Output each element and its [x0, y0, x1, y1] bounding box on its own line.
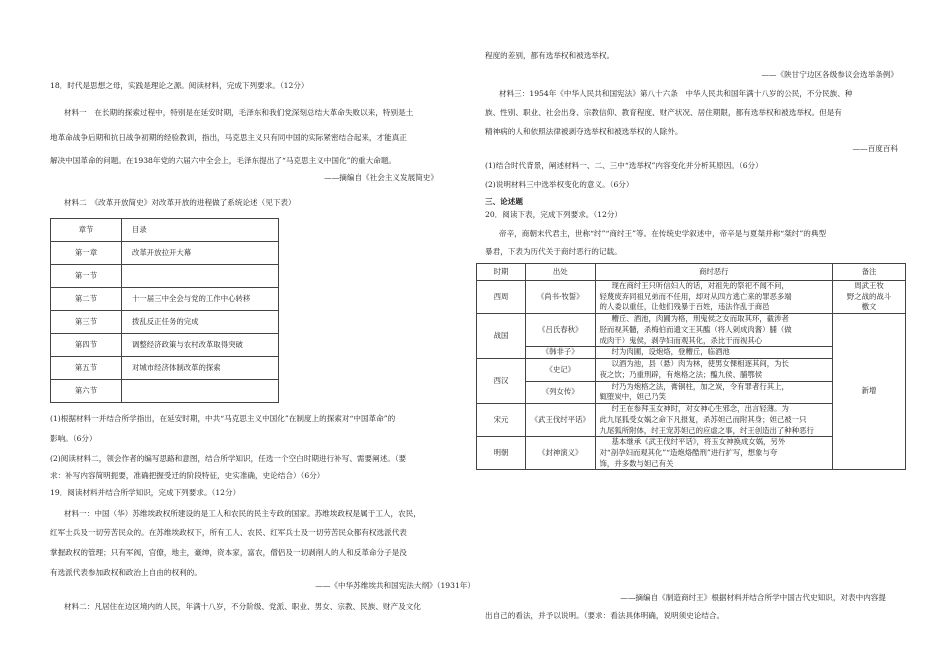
- deeds-cell: [595, 437, 832, 470]
- header-note: 备注: [833, 264, 906, 281]
- deeds-cell: [595, 347, 832, 359]
- contents-cell: [122, 265, 279, 288]
- period-cell: 西汉: [477, 359, 526, 404]
- contents-cell: 十一届三中全会与党的工作中心转移: [122, 288, 279, 311]
- table-row: [51, 311, 279, 334]
- deeds-line: 辄堕炭中，妲己乃笑: [599, 392, 667, 402]
- table-row: [51, 380, 279, 403]
- q19-material2-source: ——《陕甘宁边区各级参议会选举条例》: [761, 70, 898, 79]
- deeds-line: 纣王在参拜玉女神时，对女神心生邪念，出言轻薄。为: [611, 404, 789, 414]
- source-cell: 《史记》: [525, 359, 595, 381]
- deeds-cell: [595, 281, 832, 314]
- q20-question: 出自己的看法，并予以说明。（要求：看法具体明确，说明须史论结合。: [485, 611, 725, 620]
- deeds-line: 纣为肉圃，设炮烙，登糟丘，临酒池: [611, 347, 730, 357]
- deeds-line: 对“剖孕妇而观其化”“造炮烙酷刑”进行扩写，想象与夸: [599, 448, 778, 458]
- table-row: [51, 357, 279, 380]
- q19-material3-line: 族、性别、职业、社会出身、宗教信仰、教育程度、财产状况、居住期限，都有选举权和被选举权。但是有: [485, 108, 842, 117]
- shang-zhou-deeds-table: [476, 263, 906, 470]
- q18-material1-line: 解决中国革命的问题。在1938年党的六届六中全会上，毛泽东提出了“马克思主义中国化”的重大命题。: [50, 156, 397, 165]
- header-period: 时期: [477, 264, 526, 281]
- q19-material2-line: 材料二：凡居住在边区境内的人民，年满十八岁，不分阶级、党派、职业、男女、宗教、民族、财产及文化: [64, 602, 421, 611]
- deeds-line: 九尾狐所附体，纣王宠苏妲己的应虚之事，纣王创造出了种种恶行: [599, 425, 814, 435]
- q19-material1-line: 红军士兵及一切劳苦民众的。在苏维埃政权下，所有工人、农民、红军兵士及一切劳苦民众都有权选派代表: [50, 528, 407, 537]
- source-cell: 《尚书·牧誓》: [525, 281, 595, 314]
- q19-material2-line: 程度的差别，都有选举权和被选举权。: [485, 51, 615, 60]
- q20-intro-line: 暴君，下表为历代关于商纣恶行的记载。: [485, 247, 622, 256]
- table-header-row: [51, 219, 279, 242]
- deeds-line: 的人委以重任，让他们残暴于百姓，违法作乱于商邑: [599, 302, 770, 312]
- source-cell: 《吕氏春秋》: [525, 314, 595, 347]
- source-cell: 《韩非子》: [525, 347, 595, 359]
- q18-question2-line: (2)阅读材料二，领会作者的编写思路和意图，结合所学知识，任选一个空白时期进行补写、需要阐述。（要: [50, 454, 407, 463]
- q18-material1-line: 地革命战争后期和抗日战争初期的经验教训，指出，马克思主义只有同中国的实际紧密结合起来，才能真正: [50, 133, 407, 142]
- deeds-line: 饰，并多数与妲己有关: [599, 458, 674, 468]
- q19-stem: 19．阅读材料并结合所学知识，完成下列要求。（12分）: [50, 488, 241, 497]
- table-row: [51, 265, 279, 288]
- q19-material1-line: 掌握政权的管理；只有军阀，官僚，地主，豪绅，资本家，富农，僧侣及一切剥削人的人和反革命分子是没: [50, 548, 407, 557]
- contents-cell: 目录: [122, 219, 279, 242]
- chapter-cell: 第二节: [51, 288, 122, 311]
- note-line: 野之战的战斗: [846, 291, 892, 301]
- deeds-cell: [595, 314, 832, 347]
- note-line: 周武王牧: [854, 281, 884, 290]
- q19-question2: (2)说明材料三中选举权变化的意义。（6分）: [485, 180, 634, 189]
- deeds-line: 纣乃为炮格之法，膏铜柱，加之炭，令有罪者行其上，: [611, 381, 789, 391]
- contents-cell: 拨乱反正任务的完成: [122, 311, 279, 334]
- table-row: [51, 242, 279, 265]
- q19-material3-line: 精神病的人和依照法律被剥夺选举权和被选举权的人除外。: [485, 127, 683, 136]
- deeds-line: 轻蔑废弃同祖兄弟而不任用，却对从四方逃亡来的罪恶多端: [599, 291, 792, 301]
- q20-intro-line: 帝辛，商朝末代君主，世称“纣”“商纣王”等。在传统史学叙述中，帝辛是与夏桀并称“桀纣”的典型: [499, 229, 827, 238]
- q19-material1-line: 有选派代表参加政权和政治上自由的权利的。: [50, 568, 202, 577]
- q20-stem: 20．阅读下表，完成下列要求。（12分）: [485, 210, 623, 219]
- deeds-line: 糟丘、酒池，肉圃为格，刑鬼侯之女而取其环，截涉者: [611, 314, 789, 324]
- header-source: 出处: [525, 264, 595, 281]
- deeds-line: 夜之饮；乃重刑辟，有炮格之法；醢九侯、脯鄂侯: [599, 369, 763, 379]
- contents-cell: [122, 380, 279, 403]
- contents-cell: 调整经济政策与农村改革取得突破: [122, 334, 279, 357]
- note-cell: [833, 314, 906, 470]
- note-line: 新增: [861, 386, 877, 396]
- chapter-cell: 第六节: [51, 380, 122, 403]
- note-cell: [833, 281, 906, 314]
- deeds-cell: [595, 359, 832, 381]
- q19-material1-line: 材料一：中国（华）苏维埃政权所建设的是工人和农民的民主专政的国家。苏维埃政权是属于工人，农民，: [64, 509, 421, 518]
- chapter-cell: 第一节: [51, 265, 122, 288]
- q19-question1: (1)结合时代背景，阐述材料一、二、三中“选举权”内容变化并分析其原因。（6分）: [485, 161, 763, 170]
- chapter-cell: 第五节: [51, 357, 122, 380]
- chapter-cell: 章节: [51, 219, 122, 242]
- deeds-line: 以酒为池，县（悬）肉为林，使男女倮相逐其间，为长: [611, 359, 789, 369]
- deeds-cell: [595, 404, 832, 437]
- period-cell: 明朝: [477, 437, 526, 470]
- q18-material2: 材料二 《改革开放简史》对改革开放的进程做了系统论述（见下表）: [64, 198, 296, 207]
- table-row: [477, 314, 906, 347]
- source-cell: 《封神演义》: [525, 437, 595, 470]
- period-cell: 战国: [477, 314, 526, 359]
- q18-material1-line: 材料一 在长期的探索过程中，特别是在延安时期，毛泽东和我们党深刻总结大革命失败以来，特别是土: [64, 108, 414, 117]
- q18-question1-line: (1)根据材料一并结合所学指出，在延安时期，中共“马克思主义中国化”在制度上的探索对“中国革命”的: [50, 414, 396, 423]
- reform-chapter-table: [50, 218, 279, 403]
- deeds-line: 基本继承《武王伐纣平话》，将玉女神换成女娲，另外: [611, 437, 786, 447]
- section-heading: 三、论述题: [485, 197, 523, 206]
- note-line: 檄文: [861, 302, 877, 312]
- q20-source: ——摘编自《制造商纣王》根据材料并结合所学中国古代史知识，对表中内容提: [620, 593, 886, 602]
- deeds-line: 胫而视其髓，杀梅伯而遗文王其醢（将人剁成肉酱）脯（做: [599, 324, 792, 334]
- chapter-cell: 第三节: [51, 311, 122, 334]
- q19-material3-source: ——百度百科: [852, 144, 898, 153]
- period-cell: 宋元: [477, 404, 526, 437]
- deeds-line: 现在商纣王只听信妇人的话，对祖先的祭祀不闻不问，: [611, 281, 789, 290]
- q18-material1-source: ——摘编自《社会主义发展简史》: [324, 173, 438, 182]
- table-row: [51, 288, 279, 311]
- chapter-cell: 第四节: [51, 334, 122, 357]
- contents-cell: 对城市经济体制改革的探索: [122, 357, 279, 380]
- table-row: [51, 334, 279, 357]
- q19-material1-source: ——《中华苏维埃共和国宪法大纲》（1931年）: [315, 581, 475, 590]
- q19-material3-line: 材料三：1954年《中华人民共和国宪法》第八十六条 中华人民共和国年满十八岁的公民，不分民族、种: [499, 89, 853, 98]
- deeds-cell: [595, 381, 832, 403]
- period-cell: 西周: [477, 281, 526, 314]
- source-cell: 《武王伐纣平话》: [525, 404, 595, 437]
- q18-question1-line: 影响。（6分）: [50, 434, 97, 443]
- source-cell: 《列女传》: [525, 381, 595, 403]
- header-deeds: 商纣恶行: [595, 264, 832, 281]
- table-row: [477, 281, 906, 314]
- q18-question2-line: 求：补写内容简明扼要，准确把握受迁的阶段特征，史实准确，史论结合）（6分）: [50, 471, 325, 480]
- deeds-line: 成肉干）鬼侯，剥孕妇而观其化，杀比干而视其心: [599, 335, 763, 345]
- q18-stem: 18．时代是思想之母，实践是理论之源。阅读材料，完成下列要求。（12分）: [50, 81, 309, 90]
- contents-cell: 改革开放拉开大幕: [122, 242, 279, 265]
- deeds-line: 此九尾狐受女娲之命下凡报复，杀苏妲己而附其身；妲己被一只: [599, 414, 807, 424]
- chapter-cell: 第一章: [51, 242, 122, 265]
